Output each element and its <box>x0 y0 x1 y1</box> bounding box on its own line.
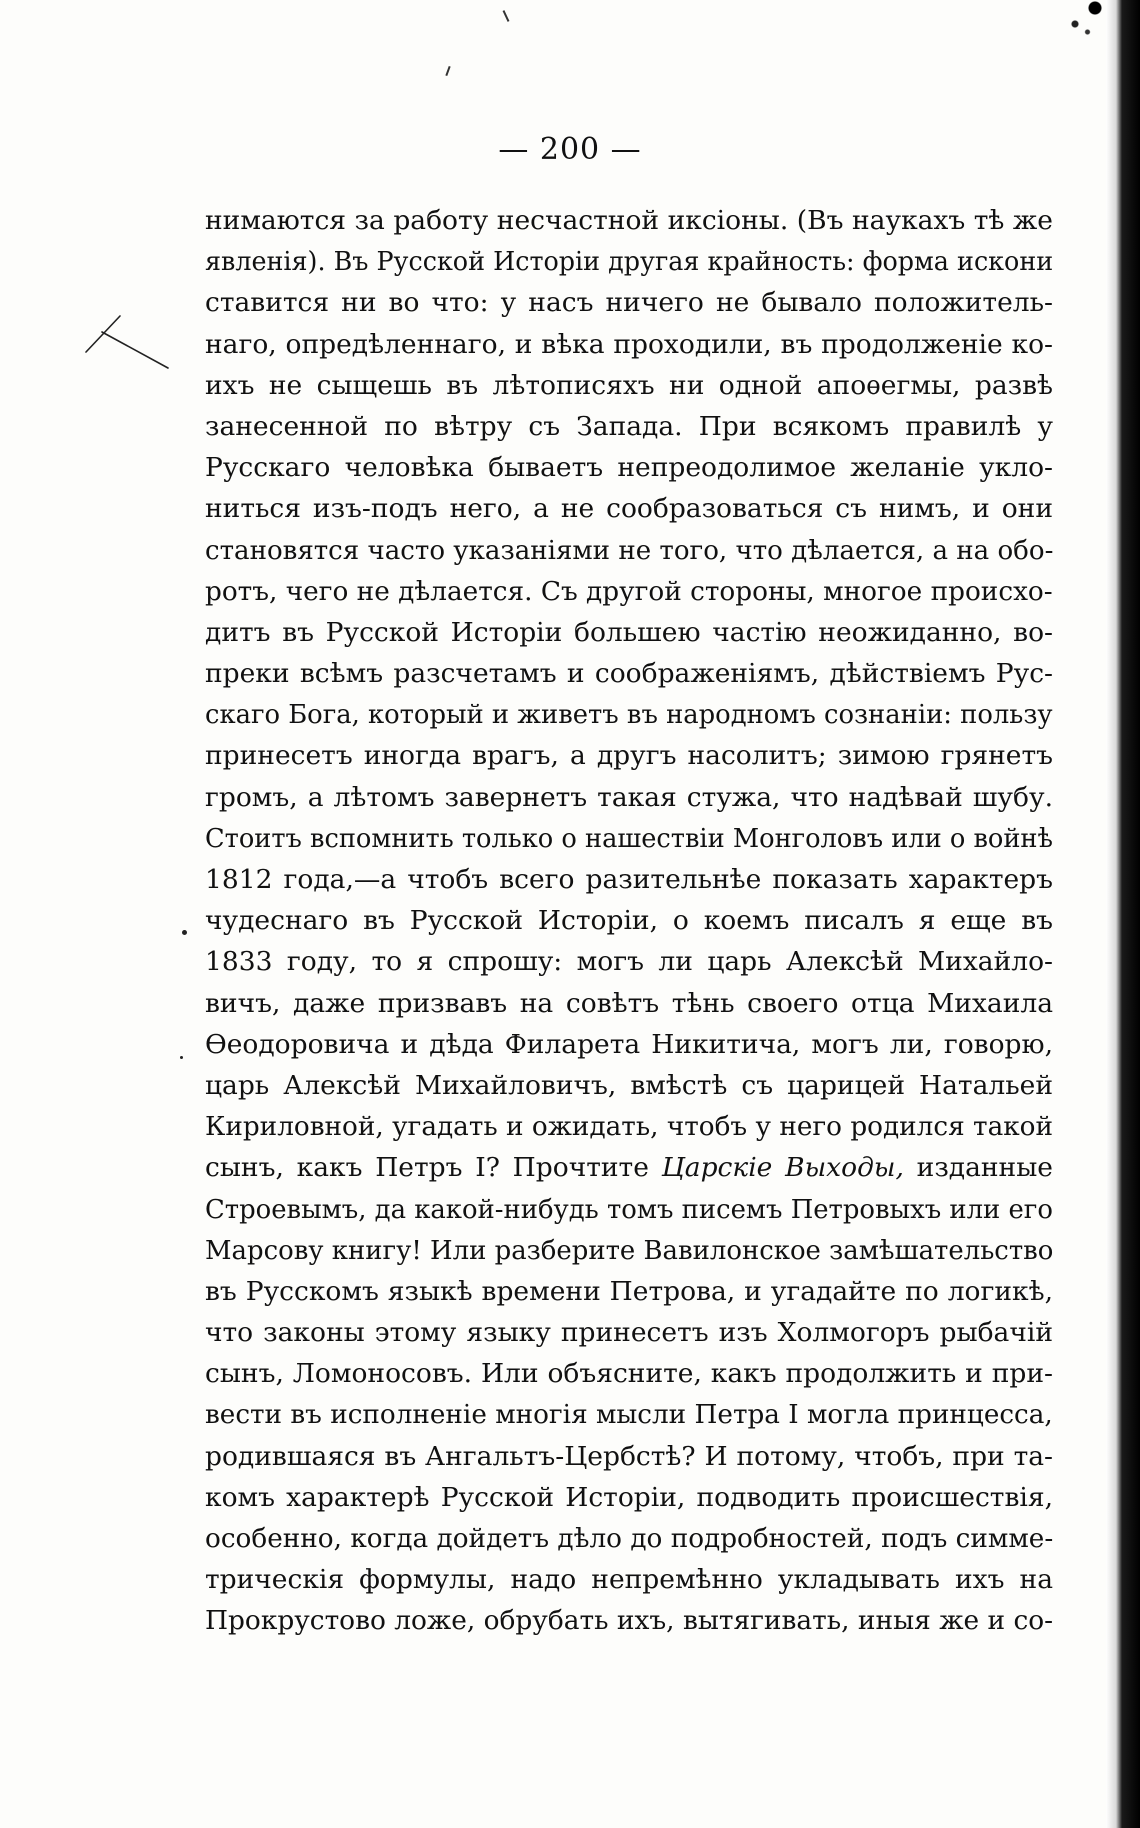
text-line: ихъ не сыщешь въ лѣтописяхъ ни одной апоѳегмы, развѣ <box>205 369 1053 401</box>
text-line: особенно, когда дойдетъ дѣло до подробностей, подъ симме- <box>205 1523 1054 1554</box>
text-segment: изданные <box>903 1152 1053 1184</box>
text-line: становятся часто указаніями не того, что дѣлается, а на обо- <box>205 534 1054 566</box>
pencil-check-mark-icon <box>84 310 174 370</box>
text-line: 1833 году, то я спрошу: могъ ли царь Алексѣй Михайло- <box>205 946 1053 978</box>
text-line: чудеснаго въ Русской Исторіи, о коемъ писалъ я еще въ <box>205 905 1053 937</box>
text-line: Марсову книгу! Или разберите Вавилонское замѣшательство <box>205 1234 1054 1266</box>
text-line: трическія формулы, надо непремѣнно укладывать ихъ на <box>205 1564 1053 1596</box>
text-line: наго, опредѣленнаго, и вѣка проходили, въ продолженіе ко- <box>205 328 1053 360</box>
text-line: занесенной по вѣтру съ Запада. При всякомъ правилѣ у <box>205 410 1053 442</box>
page-number: — 200 — <box>498 132 642 167</box>
text-line: въ Русскомъ языкѣ времени Петрова, и угадайте по логикѣ, <box>205 1275 1053 1307</box>
text-line: 1812 года,—а чтобъ всего разительнѣе показать характеръ <box>205 864 1053 895</box>
text-line: громъ, а лѣтомъ завернетъ такая стужа, что надѣвай шубу. <box>205 781 1053 813</box>
text-line: что законы этому языку принесетъ изъ Холмогоръ рыбачій <box>205 1317 1053 1349</box>
text-line-with-title <box>205 1147 1053 1188</box>
stray-mark <box>445 66 450 76</box>
text-line: нимаются за работу несчастной иксіоны. (Въ наукахъ тѣ же <box>205 205 1053 236</box>
text-line: дитъ въ Русской Исторіи большею частію неожиданно, во- <box>205 616 1053 648</box>
margin-dot <box>182 930 187 935</box>
text-line: вести въ исполненіе многія мысли Петра I могла принцесса, <box>205 1399 1053 1431</box>
text-line: скаго Бога, который и живетъ въ народномъ сознаніи: пользу <box>205 699 1053 731</box>
text-line: принесетъ иногда врагъ, а другъ насолитъ; зимою грянетъ <box>205 740 1053 772</box>
margin-dot <box>180 1056 183 1059</box>
stray-mark <box>503 10 510 22</box>
text-line: вичъ, даже призвавъ на совѣтъ тѣнь своего отца Михаила <box>205 987 1053 1019</box>
scan-edge-shadow <box>1106 0 1140 1828</box>
text-line: Строевымъ, да какой-нибудь томъ писемъ Петровыхъ или его <box>205 1193 1053 1225</box>
text-line: Кириловной, угадать и ожидать, чтобъ у него родился такой <box>205 1111 1054 1143</box>
text-line: Прокрустово ложе, обрубать ихъ, вытягивать, иныя же и со- <box>205 1605 1054 1637</box>
text-line: комъ характерѣ Русской Исторіи, подводить происшествія, <box>205 1481 1053 1513</box>
text-line: Стоитъ вспомнить только о нашествіи Монголовъ или о войнѣ <box>205 822 1054 854</box>
text-line: ниться изъ-подъ него, а не сообразоваться съ нимъ, и они <box>205 493 1053 525</box>
body-text <box>205 200 1053 1642</box>
text-line: ротъ, чего не дѣлается. Съ другой стороны, многое происхо- <box>205 575 1053 607</box>
text-line: явленія). Въ Русской Исторіи другая крайность: форма искони <box>205 246 1054 278</box>
text-line: родившаяся въ Ангальтъ-Цербстѣ? И потому, чтобъ, при та- <box>205 1440 1053 1472</box>
text-line: Ѳеодоровича и дѣда Филарета Никитича, могъ ли, говорю, <box>205 1028 1053 1060</box>
text-line: Русскаго человѣка бываетъ непреодолимое желаніе укло- <box>205 452 1053 484</box>
scan-speckle <box>1060 0 1110 40</box>
text-line: преки всѣмъ разсчетамъ и соображеніямъ, дѣйствіемъ Рус- <box>205 658 1053 690</box>
text-segment: сынъ, какъ Петръ I? Прочтите <box>205 1152 662 1184</box>
text-line: ставится ни во что: у насъ ничего не бывало положитель- <box>205 287 1053 319</box>
book-title: Царскіе Выходы, <box>661 1152 904 1184</box>
text-line: царь Алексѣй Михайловичъ, вмѣстѣ съ царицей Натальей <box>205 1069 1053 1101</box>
text-line: сынъ, Ломоносовъ. Или объясните, какъ продолжить и при- <box>205 1358 1053 1390</box>
